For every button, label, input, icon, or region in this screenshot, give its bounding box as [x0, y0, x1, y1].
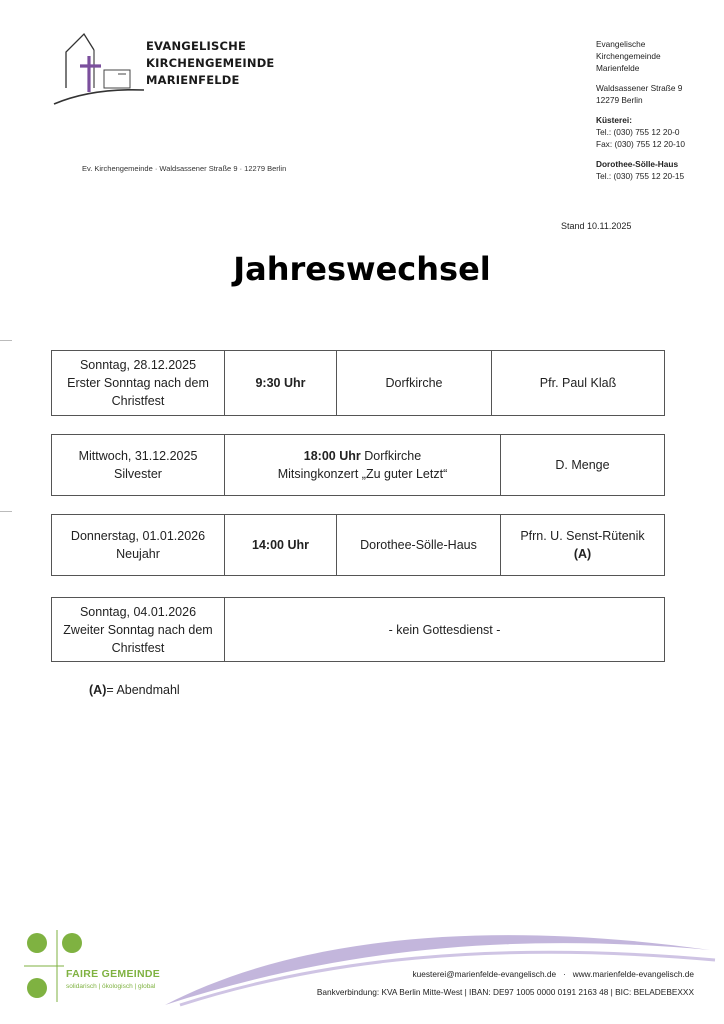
service-date-cell [52, 515, 225, 576]
service-time: 14:00 Uhr [225, 515, 337, 576]
service-place: Dorfkirche [364, 449, 422, 463]
legend [89, 683, 180, 697]
contact-name-line: Marienfelde [596, 63, 640, 73]
service-place: Dorfkirche [337, 351, 492, 416]
service-table [51, 434, 665, 496]
service-table [51, 597, 665, 662]
contact-name-line: Evangelische [596, 39, 646, 49]
org-name-line: EVANGELISCHE [146, 39, 247, 53]
table-row [52, 598, 665, 662]
service-date: Sonntag, 04.01.2026 [79, 604, 197, 619]
legend-mark: (A) [89, 683, 107, 697]
footer-separator: · [563, 969, 566, 979]
decorative-swoosh [160, 905, 720, 1015]
fold-mark [0, 340, 12, 341]
service-date: Mittwoch, 31.12.2025 [78, 449, 198, 463]
contact-block [596, 38, 721, 182]
faire-gemeinde-title: FAIRE GEMEINDE [66, 968, 161, 980]
faire-gemeinde-subtitle: solidarisch | ökologisch | global [66, 983, 156, 990]
service-date: Donnerstag, 01.01.2026 [70, 529, 206, 543]
service-time: 9:30 Uhr [225, 351, 337, 416]
kuesterei-phone: Tel.: (030) 755 12 20-0 [596, 127, 680, 137]
dsh-heading: Dorothee-Sölle-Haus [596, 159, 679, 169]
footer-website[interactable]: www.marienfelde-evangelisch.de [572, 969, 694, 979]
service-notice: - kein Gottesdienst - [225, 598, 665, 662]
service-date-cell [52, 435, 225, 496]
footer-email[interactable]: kuesterei@marienfelde-evangelisch.de [412, 969, 557, 979]
org-name-line: KIRCHENGEMEINDE [146, 56, 275, 70]
contact-name-line: Kirchengemeinde [596, 51, 661, 61]
service-occasion: Neujahr [116, 547, 160, 561]
service-date: Sonntag, 28.12.2025 [79, 358, 197, 372]
sender-address-line: Ev. Kirchengemeinde · Waldsassener Straße 9 · 12279 Berlin [82, 164, 287, 173]
organization-name [146, 38, 275, 89]
communion-mark: (A) [573, 547, 592, 561]
service-person: Pfrn. U. Senst-Rütenik [520, 529, 645, 543]
kuesterei-heading: Küsterei: [596, 115, 632, 125]
kuesterei-fax: Fax: (030) 755 12 20-10 [596, 139, 686, 149]
footer-bank-line: Bankverbindung: KVA Berlin Mitte-West | IBAN: DE97 1005 0000 0191 2163 48 | BIC: BELADEBEXXX [316, 987, 694, 997]
dsh-phone: Tel.: (030) 755 12 20-15 [596, 171, 685, 181]
service-time-place-cell [225, 435, 501, 496]
service-person-cell [501, 515, 665, 576]
service-time: 18:00 Uhr [303, 449, 361, 463]
contact-address-line: Waldsassener Straße 9 [596, 83, 683, 93]
service-table [51, 350, 665, 416]
church-logo [52, 30, 147, 108]
table-row [52, 435, 665, 496]
stand-date: Stand 10.11.2025 [561, 221, 632, 231]
service-place: Dorothee-Sölle-Haus [337, 515, 501, 576]
table-row [52, 515, 665, 576]
service-note: Mitsingkonzert „Zu guter Letzt“ [277, 467, 448, 481]
service-person: Pfr. Paul Klaß [492, 351, 665, 416]
contact-address-line: 12279 Berlin [596, 95, 643, 105]
table-row [52, 351, 665, 416]
service-occasion: Zweiter Sonntag nach dem Christfest [63, 622, 213, 655]
service-occasion: Silvester [114, 467, 162, 481]
service-date-cell [52, 351, 225, 416]
footer-contact-line [413, 969, 694, 979]
fold-mark [0, 511, 12, 512]
service-table [51, 514, 665, 576]
service-occasion: Erster Sonntag nach dem Christfest [67, 376, 209, 408]
service-person: D. Menge [501, 435, 665, 496]
service-date-cell [52, 598, 225, 662]
org-name-line: MARIENFELDE [146, 73, 240, 87]
legend-text: = Abendmahl [106, 683, 180, 697]
page-title: Jahreswechsel [233, 250, 491, 288]
